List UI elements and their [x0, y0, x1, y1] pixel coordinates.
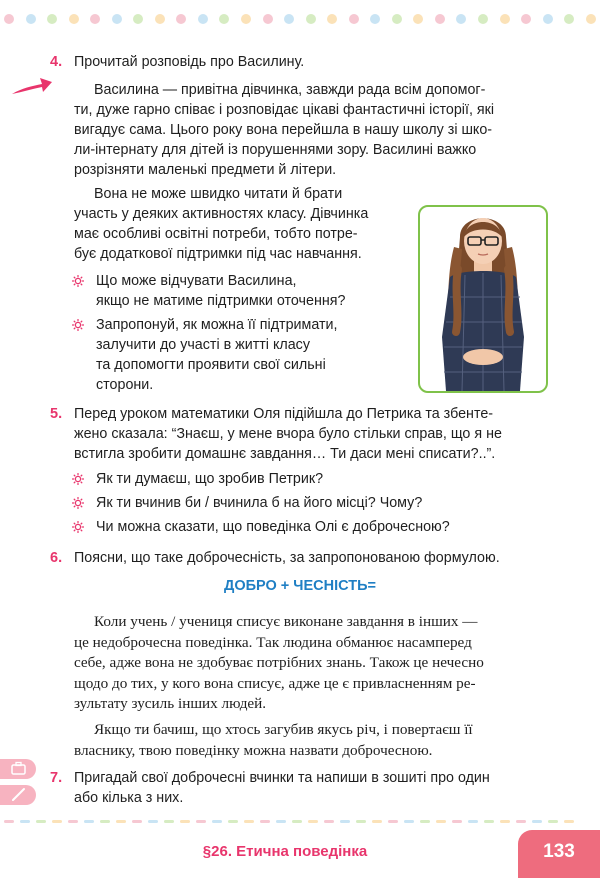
text-line: Пригадай свої доброчесні вчинки та напиши в зошиті про один — [74, 770, 490, 786]
chapter-title: §26. Етична поведінка — [202, 843, 368, 860]
task-number-5: 5. — [50, 406, 63, 422]
text-line: має особливі освітні потреби, тобто потре- — [74, 226, 358, 242]
pink-arrow-icon — [10, 70, 52, 98]
text-line: себе, адже вона не здобуває потрібних знань. Також це нечесно — [74, 654, 484, 671]
girl-photo — [418, 205, 548, 393]
explanation-paragraph-1 — [74, 612, 548, 715]
text-line: жено сказала: “Знаєш, у мене вчора було стільки справ, що я не — [74, 426, 502, 442]
formula-heading: ДОБРО + ЧЕСНІСТЬ= — [223, 578, 376, 594]
text-line: розрізняти маленькі предмети й літери. — [74, 162, 337, 178]
sun-bullet-icon — [72, 497, 84, 509]
text-line: Василина — привітна дівчинка, завжди рада всім допомог- — [94, 82, 486, 98]
task-4-paragraph-2 — [74, 184, 404, 264]
text-line: встигла зробити домашнє завдання… Ти даси мені списати?..”. — [74, 446, 496, 462]
sun-bullet-icon — [72, 521, 84, 533]
text-line: ти, дуже гарно співає і розповідає цікаві фантастичні історії, які — [74, 102, 495, 118]
text-line: якщо не матиме підтримки оточення? — [96, 293, 346, 309]
task-7-text — [74, 768, 550, 808]
text-line: власнику, твою поведінку можна назвати доброчесною. — [74, 741, 433, 759]
girl-illustration — [420, 207, 546, 391]
task-number-7: 7. — [50, 770, 63, 786]
sun-bullet-icon — [72, 319, 84, 331]
text-line: щодо до тих, у кого вона списує, адже це є привласненням ре- — [74, 674, 476, 692]
text-line: це недоброчесна поведінка. Так людина обманює насамперед — [74, 633, 472, 651]
task-5-question-1: Як ти думаєш, що зробив Петрик? — [96, 471, 324, 487]
task-5-question-2: Як ти вчинив би / вчинила б на його місці? Чому? — [96, 495, 423, 511]
text-line: зультату зусиль інших людей. — [74, 695, 267, 712]
pencil-icon — [0, 785, 36, 805]
text-line: участь у деяких активностях класу. Дівчинка — [74, 206, 369, 222]
task-6-text: Поясни, що таке доброчесність, за запропонованою формулою. — [74, 550, 500, 566]
text-line: Запропонуй, як можна її підтримати, — [96, 317, 338, 333]
text-line: Коли учень / учениця списує виконане завдання в інших — — [94, 613, 478, 630]
text-line: залучити до участі в житті класу — [96, 337, 310, 353]
bottom-dash-border — [0, 820, 600, 824]
text-line: Вона не може швидко читати й брати — [94, 186, 343, 202]
text-line: ли-інтернату для дітей із порушеннями зору. Василині важко — [74, 142, 477, 158]
text-line: Якщо ти бачиш, що хтось загубив якусь річ, і повертаєш її — [94, 721, 473, 738]
task-4-title: Прочитай розповідь про Василину. — [74, 54, 305, 70]
text-line: та допомогти проявити свої сильні — [96, 357, 326, 373]
sun-bullet-icon — [72, 473, 84, 485]
top-dot-border — [0, 14, 600, 24]
task-number-4: 4. — [50, 54, 63, 70]
text-line: бує додаткової підтримки під час навчання. — [74, 246, 362, 262]
task-4-question-1 — [96, 271, 406, 311]
briefcase-icon — [0, 759, 36, 779]
text-line: Перед уроком математики Оля підійшла до Петрика та збенте- — [74, 406, 494, 422]
task-4-question-2 — [96, 315, 406, 395]
text-line: сторони. — [96, 377, 154, 393]
text-line: вигадує сама. Цього року вона перейшла в нашу школу зі шко- — [74, 122, 493, 138]
sun-bullet-icon — [72, 275, 84, 287]
task-4-paragraph-1 — [74, 80, 550, 180]
text-line: або кілька з них. — [74, 790, 184, 806]
task-5-question-3: Чи можна сказати, що поведінка Олі є доброчесною? — [96, 519, 450, 535]
task-5-text — [74, 404, 550, 464]
explanation-paragraph-2 — [74, 720, 548, 761]
side-tab-briefcase — [0, 759, 36, 779]
task-number-6: 6. — [50, 550, 63, 566]
side-tab-pencil — [0, 785, 36, 805]
page-number: 133 — [518, 830, 600, 878]
text-line: Що може відчувати Василина, — [96, 273, 297, 289]
